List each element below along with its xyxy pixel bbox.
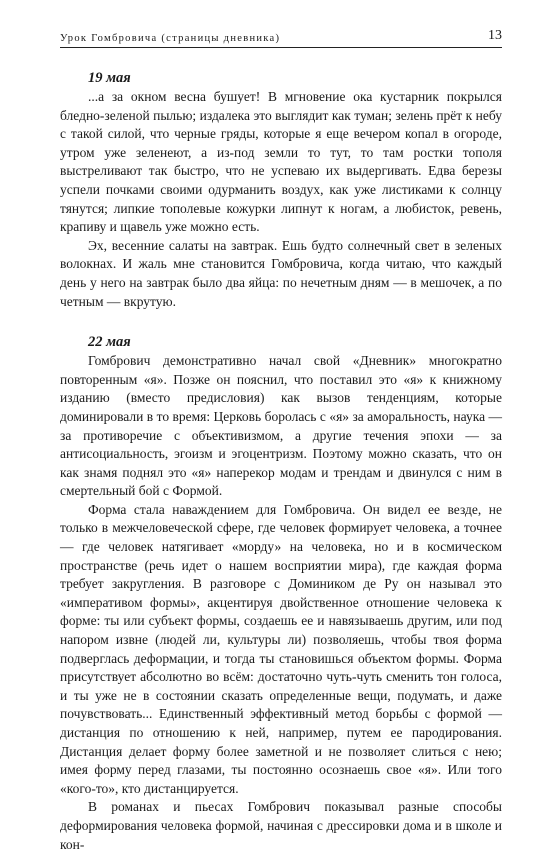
diary-entry-may-19 — [60, 69, 502, 311]
running-head — [60, 22, 502, 48]
paragraph: Форма стала наваждением для Гомбровича. Он видел ее везде, не только в межчеловеческой сфере, где человек формирует человека, а точнее — где человек натягивает «морду» на человека, но и в космическом пространстве (речь идет о нашем восприятии мира), где каждая форма требует закругления. В разговоре с Домиником де Ру он называл это «императивом формы», акцентируя двойственное отношение человека к форме: ты или субъект формы, создаешь ее и навязываешь другим, или под напором извне (людей ли, культуры ли) позволяешь, чтобы твоя форма подверглась деформации, и тогда ты становишься объектом формы. Форма присутствует абсолютно во всём: достаточно чуть-чуть сменить тон голоса, и ты уже не в состоянии сказать определенные вещи, подумать, и даже почувствовать... Единственный эффективный метод борьбы с формой — дистанция по отношению к ней, например, путем ее пародирования. Дистанция делает форму более заметной и не позволяет слиться с нею; имея форму перед глазами, ты постоянно осознаешь свое «я». Или того «кого-то», кто дистанцируется. — [60, 501, 502, 796]
book-page — [60, 22, 502, 852]
entry-date: 22 мая — [88, 334, 131, 351]
paragraph: ...а за окном весна бушует! В мгновение ока кустарник покрылся бледно-зеленой пылью; издалека это выглядит как туман; зелень прёт к небу с такой силой, что черные гряды, которые я еще вечером копал в огороде, утром уже зеленеют, а из-под земли то тут, то там ростки тополя выстреливают так быстро, что не успеваю их выдергивать. Едва березы успели почками своими одурманить воздух, как уже листиками к солнцу тянутся; липкие тополевые кожурки липнут к ногам, а любисток, ревень, крапиву и щавель уже можно есть. — [60, 89, 502, 235]
page-number: 13 — [488, 28, 502, 43]
entry-date: 19 мая — [88, 70, 131, 86]
running-title: Урок Гомбровича (страницы дневника) — [60, 33, 281, 44]
diary-entry-may-22 — [60, 333, 502, 854]
paragraph: Гомбрович демонстративно начал свой «Дневник» многократно повторенным «я». Позже он пояснил, что поставил это «я» к книжному изданию (вместо предисловия) как вызов тенденциям, которые доминировали в то время: Церковь боролась с «я» за аморальность, наука — за противоречие с объективизмом, а другие течения эпохи — за антисоциальность, эгоизм и эгоцентризм. Поэтому можно сказать, что он как знамя поднял это «я» наперекор модам и трендам и двинулся с ним в смертельный бой с Формой. — [60, 353, 502, 499]
paragraph: В романах и пьесах Гомбрович показывал разные способы деформирования человека формой, начиная с дрессировки дома и в школе и кон- — [60, 799, 502, 852]
paragraph: Эх, весенние салаты на завтрак. Ешь будто солнечный свет в зеленых волокнах. И жаль мне становится Гомбровича, когда читаю, что каждый день у него на завтрак было два яйца: по нечетным дням — в мешочек, а по четным — вкрутую. — [60, 237, 502, 309]
